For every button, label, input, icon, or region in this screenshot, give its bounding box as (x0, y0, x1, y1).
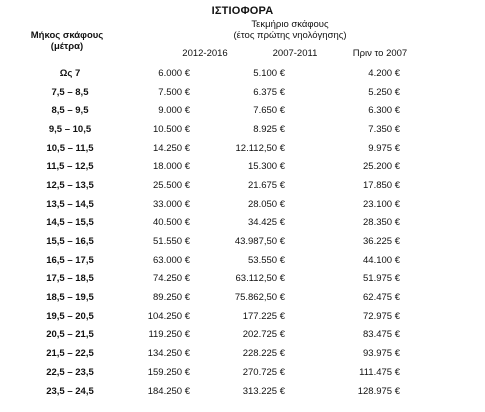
value-before-2007-cell: 4.200 € (368, 67, 400, 79)
value-before-2007-cell: 5.250 € (368, 86, 400, 98)
value-before-2007-cell: 72.975 € (363, 310, 400, 322)
length-cell: 12,5 – 13,5 (46, 179, 94, 191)
table-row (20, 363, 400, 382)
length-header-line1: Μήκος σκάφους (30, 30, 104, 41)
table-row (20, 64, 400, 83)
value-2012-2016-cell: 9.000 € (158, 105, 190, 117)
table-row (20, 288, 400, 307)
value-2007-2011-cell: 270.725 € (242, 366, 285, 378)
table-row (20, 326, 400, 345)
value-before-2007-cell: 62.475 € (363, 292, 400, 304)
boat-valuation-table (20, 64, 400, 400)
value-2012-2016-cell: 14.250 € (153, 142, 190, 154)
length-cell: 23,5 – 24,5 (46, 385, 94, 397)
value-group-header (205, 19, 375, 41)
table-row (20, 195, 400, 214)
length-cell: 20,5 – 21,5 (46, 329, 94, 341)
table-row (20, 307, 400, 326)
value-before-2007-cell: 51.975 € (363, 273, 400, 285)
value-2007-2011-cell: 5.100 € (253, 67, 285, 79)
value-2012-2016-cell: 40.500 € (153, 217, 190, 229)
value-2007-2011-cell: 28.050 € (248, 198, 285, 210)
value-before-2007-cell: 23.100 € (363, 198, 400, 210)
length-cell: 8,5 – 9,5 (51, 105, 89, 117)
value-2012-2016-cell: 10.500 € (153, 123, 190, 135)
value-before-2007-cell: 17.850 € (363, 179, 400, 191)
group-header-line2: (έτος πρώτης νηολόγησης) (233, 30, 347, 41)
value-2012-2016-cell: 134.250 € (147, 348, 190, 360)
value-2012-2016-cell: 51.550 € (153, 236, 190, 248)
length-cell: 14,5 – 15,5 (46, 217, 94, 229)
table-row (20, 214, 400, 233)
value-2012-2016-cell: 184.250 € (147, 385, 190, 397)
table-row (20, 251, 400, 270)
value-before-2007-cell: 9.975 € (368, 142, 400, 154)
length-header-line2: (μέτρα) (50, 41, 84, 52)
length-cell: 22,5 – 23,5 (46, 366, 94, 378)
value-before-2007-cell: 7.350 € (368, 123, 400, 135)
value-2007-2011-cell: 6.375 € (253, 86, 285, 98)
value-before-2007-cell: 28.350 € (363, 217, 400, 229)
value-2012-2016-cell: 7.500 € (158, 86, 190, 98)
value-before-2007-cell: 93.975 € (363, 348, 400, 360)
table-row (20, 120, 400, 139)
table-row (20, 344, 400, 363)
table-body (20, 64, 400, 400)
value-before-2007-cell: 6.300 € (368, 105, 400, 117)
value-before-2007-cell: 36.225 € (363, 236, 400, 248)
value-2007-2011-cell: 21.675 € (248, 179, 285, 191)
length-cell: 17,5 – 18,5 (46, 273, 94, 285)
value-before-2007-cell: 128.975 € (357, 385, 400, 397)
column-header-2012-2016: 2012-2016 (182, 48, 228, 59)
table-row (20, 157, 400, 176)
value-2012-2016-cell: 6.000 € (158, 67, 190, 79)
length-cell: 15,5 – 16,5 (46, 236, 94, 248)
table-row (20, 139, 400, 158)
value-2012-2016-cell: 63.000 € (153, 254, 190, 266)
length-cell: Ως 7 (59, 67, 81, 79)
table-row (20, 101, 400, 120)
value-2012-2016-cell: 104.250 € (147, 310, 190, 322)
value-before-2007-cell: 44.100 € (363, 254, 400, 266)
length-column-header (22, 30, 112, 52)
column-header-2007-2011: 2007-2011 (272, 48, 318, 59)
length-cell: 13,5 – 14,5 (46, 198, 94, 210)
page-title: ΙΣΤΙΟΦΟΡΑ (211, 5, 274, 17)
length-cell: 10,5 – 11,5 (46, 142, 94, 154)
column-header-before-2007: Πριν το 2007 (352, 48, 408, 59)
value-2007-2011-cell: 63.112,50 € (235, 273, 285, 285)
value-2012-2016-cell: 119.250 € (148, 329, 190, 341)
value-2012-2016-cell: 33.000 € (153, 198, 190, 210)
value-2012-2016-cell: 159.250 € (147, 366, 190, 378)
length-cell: 16,5 – 17,5 (46, 254, 94, 266)
table-row (20, 232, 400, 251)
value-2012-2016-cell: 74.250 € (153, 273, 190, 285)
value-2007-2011-cell: 15.300 € (248, 161, 285, 173)
table-row (20, 270, 400, 289)
value-2007-2011-cell: 177.225 € (242, 310, 285, 322)
value-2007-2011-cell: 8.925 € (253, 123, 285, 135)
value-2007-2011-cell: 313.225 € (242, 385, 285, 397)
length-cell: 11,5 – 12,5 (46, 161, 94, 173)
length-cell: 7,5 – 8,5 (51, 86, 89, 98)
value-before-2007-cell: 111.475 € (359, 366, 400, 378)
value-2007-2011-cell: 228.225 € (242, 348, 285, 360)
table-row (20, 382, 400, 401)
value-2007-2011-cell: 34.425 € (248, 217, 285, 229)
value-2012-2016-cell: 18.000 € (153, 161, 190, 173)
table-row (20, 176, 400, 195)
value-before-2007-cell: 25.200 € (363, 161, 400, 173)
value-2007-2011-cell: 43.987,50 € (234, 236, 285, 248)
length-cell: 18,5 – 19,5 (46, 292, 94, 304)
group-header-line1: Τεκμήριο σκάφους (251, 19, 329, 30)
value-2012-2016-cell: 89.250 € (153, 292, 190, 304)
value-2012-2016-cell: 25.500 € (153, 179, 190, 191)
length-cell: 21,5 – 22,5 (46, 348, 94, 360)
table-row (20, 83, 400, 102)
value-2007-2011-cell: 75.862,50 € (234, 292, 285, 304)
value-before-2007-cell: 83.475 € (363, 329, 400, 341)
length-cell: 9,5 – 10,5 (48, 123, 92, 135)
length-cell: 19,5 – 20,5 (46, 310, 94, 322)
value-2007-2011-cell: 12.112,50 € (235, 142, 285, 154)
value-2007-2011-cell: 202.725 € (242, 329, 285, 341)
value-2007-2011-cell: 7.650 € (253, 105, 285, 117)
value-2007-2011-cell: 53.550 € (248, 254, 285, 266)
